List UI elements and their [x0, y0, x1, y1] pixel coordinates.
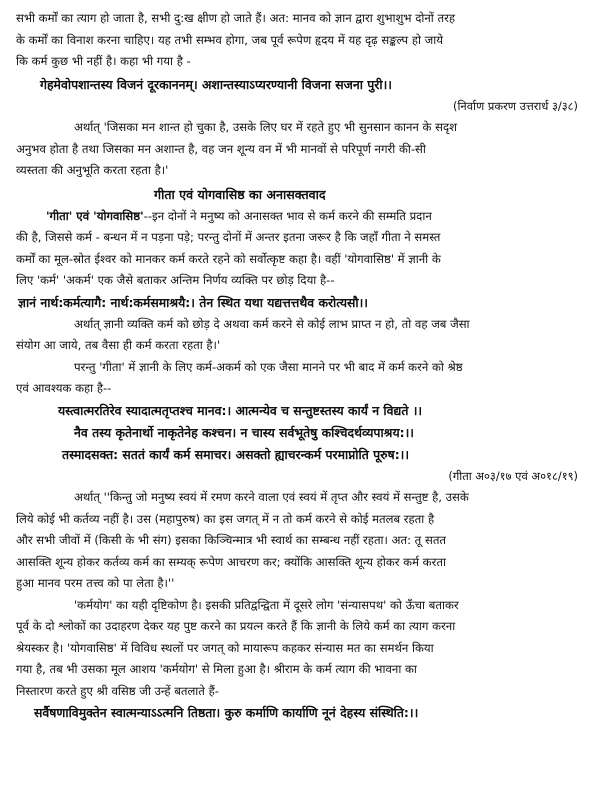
verse-source-citation: (निर्वाण प्रकरण उत्तरार्ध ३/३८) [453, 98, 578, 113]
text-line: सभी कर्मों का त्याग हो जाता है, सभी दु:ख क्षीण हो जाते हैं। अत: मानव को ज्ञान द्वारा शुभाशुभ दोनों तरह [16, 11, 455, 25]
text-line: की है, जिससे कर्म - बन्धन में न पड़ना पड़े; परन्तु दोनों में अन्तर इतना जरूर है कि जहाँ गीता ने समस्त [16, 230, 441, 244]
verse-line: नैव तस्य कृतेनार्थो नाकृतेनेह कश्चन। न चास्य सर्वभूतेषु कश्चिदर्थव्यपाश्रय:।। [74, 424, 414, 440]
text-line: श्रेयस्कर है। 'योगवासिष्ठ' में विविध स्थलों पर जगत् को मायारूप कहकर संन्यास मत का समर्थन किया [16, 640, 434, 655]
section-heading: गीता एवं योगवासिष्ठ का अनासक्तवाद [154, 186, 326, 202]
gita-verses [16, 400, 586, 466]
paragraph-7 [16, 595, 586, 703]
paragraph-2 [16, 117, 586, 182]
verse-line: यस्त्वात्मरतिरेव स्यादात्मतृप्तश्च मानव:। आत्मन्येव च सन्तुष्टस्तस्य कार्यं न विद्यते ।। [58, 402, 423, 418]
verse-gyanam-nartha: ज्ञानं नार्थ:कर्मत्यागै: नार्थ:कर्मसमाश्रयै:। तेन स्थित यथा यद्यत्तत्तथैव करोत्यसौ।। [18, 294, 369, 310]
text-line: 'कर्मयोग' का यही दृष्टिकोण है। इसकी प्रतिद्वन्द्विता में दूसरे लोग 'संन्यासपथ' को ऊँचा बताकर [74, 597, 459, 612]
paragraph-5 [16, 357, 586, 400]
verse-source-citation: (गीता अ०३/१७ एवं अ०१८/१९) [448, 468, 578, 483]
text-line: और सभी जीवों में (किसी के भी संग) इसका किञ्चिन्मात्र भी स्वार्थ का सम्बन्ध नहीं रहता। अत: तू सतत [16, 533, 447, 547]
paragraph-1 [16, 8, 586, 73]
text-line: अर्थात् ''किन्तु जो मनुष्य स्वयं में रमण करने वाला एवं स्वयं में तृप्त और स्वयं में सन्तुष्ट है, उसके [74, 490, 469, 504]
text-line: अर्थात् ज्ञानी व्यक्ति कर्म को छोड़ दे अथवा कर्म करने से कोई लाभ प्राप्त न हो, तो वह जब जैसा [74, 316, 470, 331]
verse-sarvaishana: सर्वैषणाविमुक्तेन स्वात्मन्याऽऽत्मनि तिष्ठता। कुरु कर्माणि कार्याणि नूनं देहस्य संस्थिति:।। [34, 705, 419, 720]
text-line: व्यस्तता की अनुभूति करता रहता है।' [16, 163, 169, 177]
text-line: गया है, तब भी उसका मूल आशय 'कर्मयोग' से मिला हुआ है। श्रीराम के कर्म त्याग की भावना का [16, 662, 417, 676]
text-line: लिये कोई भी कर्तव्य नहीं है। उस (महापुरुष) का इस जगत् में न तो कर्म करने से कोई मतलब रहता है [16, 511, 435, 526]
text-line: लिए 'कर्म' 'अकर्म' एक जैसे बताकर अन्तिम निर्णय व्यक्ति पर छोड़ दिया है-- [16, 273, 335, 287]
paragraph-3 [16, 206, 586, 292]
paragraph-6 [16, 487, 586, 595]
text-line: आसक्ति शून्य होकर कर्तव्य कर्म का सम्यक् रूपेण आचरण कर; क्योंकि आसक्ति शून्य होकर कर्म करता [16, 554, 446, 569]
text-line: संयोग आ जाये, तब वैसा ही कर्म करता रहता है।' [16, 338, 221, 352]
text-line: अनुभव होता है तथा जिसका मन अशान्त है, वह जन शून्य वन में भी मानवों से परिपूर्ण नगरी की-सी [16, 141, 426, 156]
text-line: अर्थात् 'जिसका मन शान्त हो चुका है, उसके लिए घर में रहते हुए भी सुनसान कानन के सदृश [74, 120, 457, 134]
text-line: परन्तु 'गीता' में ज्ञानी के लिए कर्म-अकर्म को एक जैसा मानने पर भी बाद में कर्म करने को श्रेष्ठ [74, 359, 463, 374]
text-line: के कर्मों का विनाश करना चाहिए। यह तभी सम्भव होगा, जब पूर्व रूपेण हृदय में यह दृढ़ सङ्कल्प हो जाये [16, 32, 443, 47]
text-line-rest: --इन दोनों ने मनुष्य को अनासक्त भाव से कर्म करने की सम्मति प्रदान [143, 208, 432, 223]
text-line: कर्मों का मूल-स्रोत ईश्वर को मानकर कर्म करते रहने को सर्वोत्कृष्ट कहा है। वहीं 'योगवासिष्ठ' में ज्ञानी के [16, 251, 441, 266]
text-line: पूर्व के दो श्लोकों का उदाहरण देकर यह पुष्ट करने का प्रयत्न करते हैं कि ज्ञानी के लिये कर्म का त्याग करना [16, 619, 456, 633]
verse-line: तस्मादसक्त: सततं कार्यं कर्म समाचर। असक्तो ह्याचरन्कर्म परमाप्नोति पूरुष:।। [62, 446, 410, 462]
text-line: कि कर्म कुछ भी नहीं है। कहा भी गया है - [16, 54, 191, 68]
paragraph-4 [16, 314, 586, 357]
text-line: एवं आवश्यक कहा है-- [16, 381, 112, 395]
text-line: हुआ मानव परम तत्त्व को पा लेता है।'' [16, 576, 175, 590]
text-line [16, 206, 586, 228]
text-line: निस्तारण करते हुए श्री वसिष्ठ जी उन्हें बतलाते हैं- [16, 683, 219, 698]
bold-lead-text: 'गीता' एवं 'योगवासिष्ठ' [46, 208, 144, 223]
verse-nirvana-prakaran: गेहमेवोपशान्तस्य विजनं दूरकाननम्। अशान्तस्याऽप्यरण्यानी विजना सजना पुरी।। [40, 76, 392, 92]
